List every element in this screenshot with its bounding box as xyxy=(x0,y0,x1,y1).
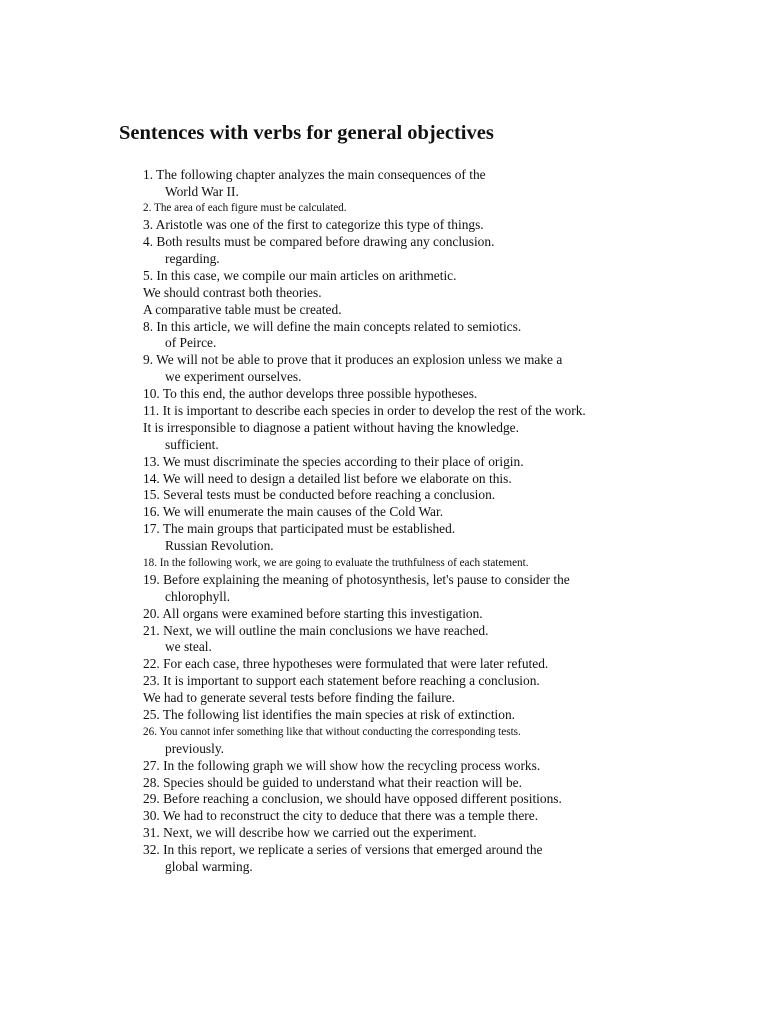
list-item-14: 14. We will need to design a detailed list before we elaborate on this. xyxy=(143,471,512,486)
list-item-30: 30. We had to reconstruct the city to deduce that there was a temple there. xyxy=(143,808,539,823)
list-item-29: 29. Before reaching a conclusion, we should have opposed different positions. xyxy=(143,791,562,806)
list-item-8: 8. In this article, we will define the main concepts related to semiotics. xyxy=(143,319,522,334)
list-item-12-continuation: sufficient. xyxy=(165,437,219,452)
list-item-26: 26. You cannot infer something like that without conducting the corresponding tests. xyxy=(143,726,521,738)
list-item-19: 19. Before explaining the meaning of photosynthesis, let's pause to consider the xyxy=(143,572,570,587)
list-item-26-continuation: previously. xyxy=(165,741,225,756)
list-item-25: 25. The following list identifies the main species at risk of extinction. xyxy=(143,707,516,722)
list-item-32-continuation: global warming. xyxy=(165,859,253,874)
list-item-4-continuation: regarding. xyxy=(165,251,220,266)
list-item-7: A comparative table must be created. xyxy=(143,302,342,317)
list-item-4: 4. Both results must be compared before drawing any conclusion. xyxy=(143,234,495,249)
list-item-10: 10. To this end, the author develops three possible hypotheses. xyxy=(143,386,478,401)
list-item-17-continuation: Russian Revolution. xyxy=(165,538,274,553)
list-item-20: 20. All organs were examined before starting this investigation. xyxy=(143,606,483,621)
list-item-13: 13. We must discriminate the species according to their place of origin. xyxy=(143,454,524,469)
list-item-1-continuation: World War II. xyxy=(165,184,239,199)
list-item-32: 32. In this report, we replicate a series of versions that emerged around the xyxy=(143,842,543,857)
list-item-15: 15. Several tests must be conducted before reaching a conclusion. xyxy=(143,487,496,502)
list-item-17: 17. The main groups that participated must be established. xyxy=(143,521,456,536)
list-item-18: 18. In the following work, we are going to evaluate the truthfulness of each statement. xyxy=(143,557,529,569)
list-item-16: 16. We will enumerate the main causes of the Cold War. xyxy=(143,504,444,519)
list-item-9-continuation: we experiment ourselves. xyxy=(165,369,302,384)
page-title: Sentences with verbs for general objectives xyxy=(119,122,494,144)
list-item-28: 28. Species should be guided to understand what their reaction will be. xyxy=(143,775,522,790)
list-item-3: 3. Aristotle was one of the first to categorize this type of things. xyxy=(143,217,484,232)
list-item-1: 1. The following chapter analyzes the main consequences of the xyxy=(143,167,486,182)
list-item-8-continuation: of Peirce. xyxy=(165,335,217,350)
list-item-27: 27. In the following graph we will show how the recycling process works. xyxy=(143,758,541,773)
list-item-2: 2. The area of each figure must be calculated. xyxy=(143,202,347,214)
list-item-12: It is irresponsible to diagnose a patient without having the knowledge. xyxy=(143,420,519,435)
list-item-23: 23. It is important to support each statement before reaching a conclusion. xyxy=(143,673,540,688)
list-item-31: 31. Next, we will describe how we carried out the experiment. xyxy=(143,825,477,840)
list-item-22: 22. For each case, three hypotheses were formulated that were later refuted. xyxy=(143,656,549,671)
list-item-6: We should contrast both theories. xyxy=(143,285,322,300)
list-item-5: 5. In this case, we compile our main articles on arithmetic. xyxy=(143,268,457,283)
list-item-21-continuation: we steal. xyxy=(165,639,212,654)
list-item-24: We had to generate several tests before finding the failure. xyxy=(143,690,455,705)
list-item-11: 11. It is important to describe each species in order to develop the rest of the work. xyxy=(143,403,586,418)
list-item-9: 9. We will not be able to prove that it produces an explosion unless we make a xyxy=(143,352,563,367)
list-item-19-continuation: chlorophyll. xyxy=(165,589,231,604)
list-item-21: 21. Next, we will outline the main conclusions we have reached. xyxy=(143,623,489,638)
